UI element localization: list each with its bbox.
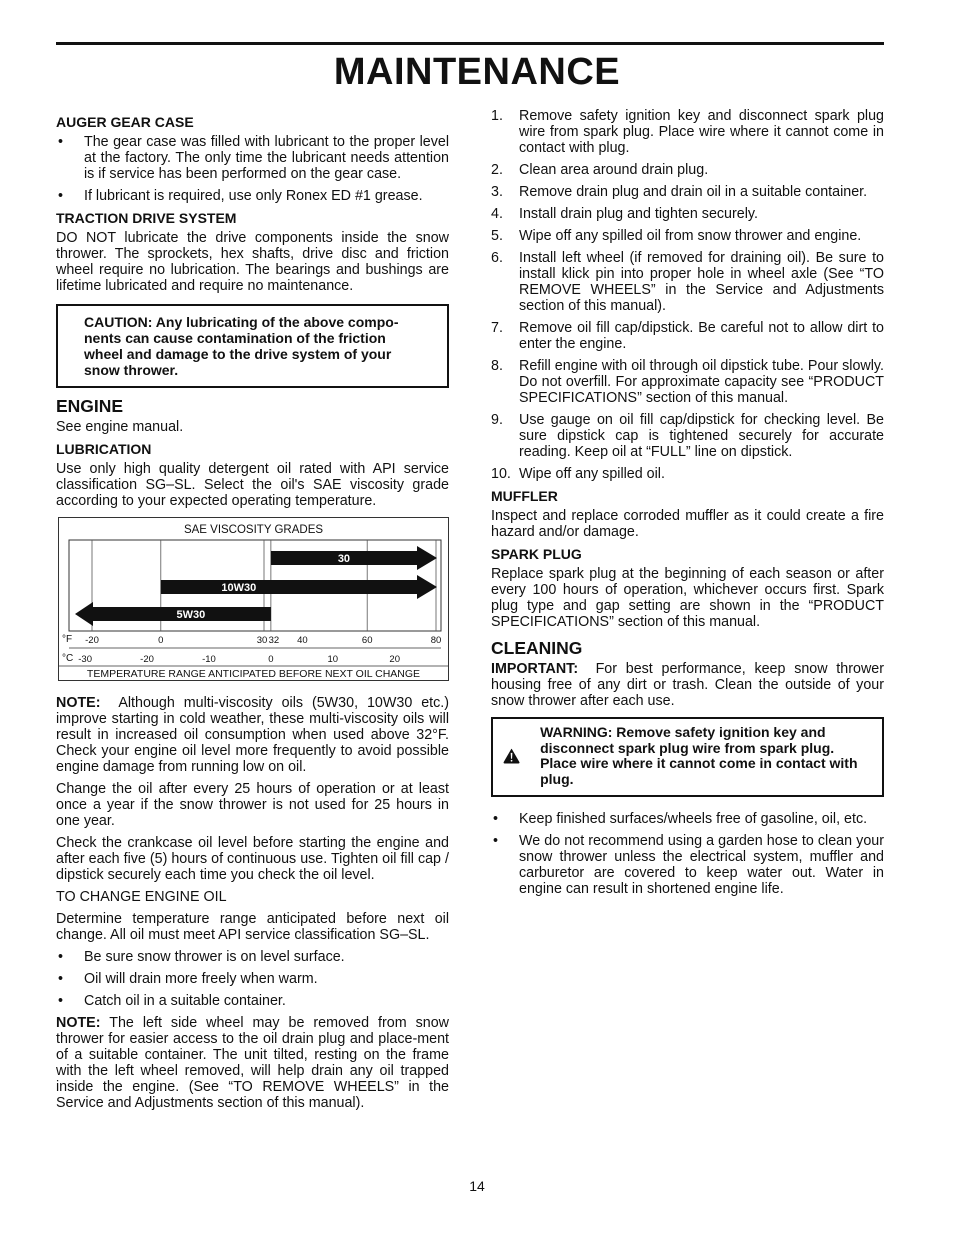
step-number: 2. bbox=[491, 162, 503, 178]
note2-paragraph bbox=[56, 1015, 449, 1111]
chart-c-tick: -10 bbox=[202, 654, 216, 665]
oil-check-interval: Check the crankcase oil level before starting the engine and after each five (5) hours of continuous use. Tighten oil fill cap / dipstick securely each time you check the oil level. bbox=[56, 835, 449, 883]
note1-label: NOTE: bbox=[56, 695, 101, 711]
warning-box bbox=[491, 717, 884, 797]
chart-f-tick: 0 bbox=[158, 635, 164, 646]
chart-bar-label: 5W30 bbox=[176, 609, 206, 621]
chart-c-tick: -30 bbox=[78, 654, 92, 665]
note2-text: The left side wheel may be removed from snow thrower for easier access to the oil drain plug and place-ment of a suitable container. The unit tilted, resting on the frame with the left wheel removed, will help drain any oil trapped inside the engine. (See “TO REMOVE WHEELS” in the Service and Adjustments section of this manual). bbox=[56, 1015, 450, 1111]
chart-x-label: TEMPERATURE RANGE ANTICIPATED BEFORE NEXT OIL CHANGE bbox=[86, 668, 421, 680]
step-item bbox=[491, 412, 884, 460]
chart-bar-10w30 bbox=[161, 575, 437, 599]
chart-c-tick: -20 bbox=[140, 654, 154, 665]
step-item bbox=[491, 162, 884, 178]
auger-heading: AUGER GEAR CASE bbox=[56, 114, 194, 130]
chart-f-tick: 30 bbox=[256, 635, 268, 646]
note1-text: Although multi-viscosity oils (5W30, 10W30 etc.) improve starting in cold weather, these multi-viscosity oils will result in increased oil consumption when used above 32°F. Check your engine oil level more frequently to avoid possible engine damage from running low on oil. bbox=[56, 695, 450, 775]
note2-label: NOTE: bbox=[56, 1015, 101, 1031]
step-text: Remove drain plug and drain oil in a suitable container. bbox=[519, 184, 868, 200]
traction-heading: TRACTION DRIVE SYSTEM bbox=[56, 210, 237, 226]
step-text: Wipe off any spilled oil. bbox=[519, 466, 665, 482]
viscosity-chart bbox=[58, 517, 449, 681]
step-number: 8. bbox=[491, 358, 503, 374]
lubrication-text: Use only high quality detergent oil rated with API service classification SG–SL. Select the oil's SAE viscosity grade according to your expected operating temperature. bbox=[56, 461, 449, 509]
muffler-heading: MUFFLER bbox=[491, 488, 558, 504]
chart-c-tick: 10 bbox=[327, 654, 339, 665]
page-title: MAINTENANCE bbox=[333, 51, 621, 93]
muffler-text: Inspect and replace corroded muffler as it could create a fire hazard and/or damage. bbox=[491, 508, 884, 540]
cleaning-bullet: • We do not recommend using a garden hose to clean your snow thrower unless the electrical system, muffler and carburetor are covered to keep water out. Water in engine can result in shortened engine life. bbox=[491, 833, 884, 897]
step-number: 7. bbox=[491, 320, 503, 336]
chart-f-tick: 40 bbox=[297, 635, 308, 646]
step-text: Install drain plug and tighten securely. bbox=[519, 206, 758, 222]
step-number: 3. bbox=[491, 184, 503, 200]
chart-bar-30 bbox=[271, 546, 437, 570]
warning-text: WARNING: Remove safety ignition key and disconnect spark plug wire from spark plug. Place wire where it cannot come in contact with plug. bbox=[540, 724, 858, 787]
step-text: Clean area around drain plug. bbox=[519, 162, 709, 178]
step-text: Refill engine with oil through oil dipstick tube. Pour slowly. Do not overfill. For approximate capacity see “PRODUCT SPECIFICATIONS” section of this manual. bbox=[519, 358, 884, 406]
step-number: 4. bbox=[491, 206, 503, 222]
step-text: Install left wheel (if removed for draining oil). Be sure to install klick pin into proper hole in wheel axle (See “TO REMOVE WHEELS” in the Service and Adjustments section of this manual). bbox=[519, 250, 884, 314]
chart-f-unit: °F bbox=[62, 634, 73, 645]
viscosity-chart-svg bbox=[59, 518, 448, 680]
step-text: Remove safety ignition key and disconnect spark plug wire from spark plug. Place wire where it cannot come in contact with plug. bbox=[519, 108, 884, 156]
cleaning-bullet: • Keep finished surfaces/wheels free of gasoline, oil, etc. bbox=[491, 811, 884, 827]
important-text: For best performance, keep snow thrower housing free of any dirt or trash. Clean the outside of your snow thrower after each use. bbox=[491, 661, 884, 709]
spark-plug-text: Replace spark plug at the beginning of each season or after every 100 hours of operation, whichever occurs first. Spark plug type and gap setting are shown in the “PRODUCT SPECIFICATIONS” section of this manual. bbox=[491, 566, 884, 630]
change-oil-bullet: • Catch oil in a suitable container. bbox=[56, 993, 449, 1009]
step-item bbox=[491, 108, 884, 156]
step-item bbox=[491, 228, 884, 244]
step-number: 1. bbox=[491, 108, 503, 124]
step-number: 6. bbox=[491, 250, 503, 266]
chart-bar-label: 10W30 bbox=[221, 582, 257, 594]
change-oil-bullet: • Oil will drain more freely when warm. bbox=[56, 971, 449, 987]
chart-f-tick: 32 bbox=[268, 635, 280, 646]
cleaning-heading: CLEANING bbox=[491, 638, 583, 658]
step-item bbox=[491, 466, 884, 482]
note1-paragraph bbox=[56, 695, 449, 775]
page-number: 14 bbox=[469, 1178, 485, 1194]
chart-c-tick: 20 bbox=[389, 654, 401, 665]
chart-bar-5w30 bbox=[75, 602, 271, 626]
auger-list bbox=[56, 134, 449, 204]
caution-box: CAUTION: Any lubricating of the above compo-nents can cause contamination of the friction wheel and damage to the drive system of your snow thrower. bbox=[56, 304, 449, 388]
step-number: 9. bbox=[491, 412, 503, 428]
step-number: 10. bbox=[491, 466, 511, 482]
left-column bbox=[56, 108, 449, 1117]
warning-triangle-icon bbox=[503, 733, 520, 779]
step-number: 5. bbox=[491, 228, 503, 244]
change-oil-list bbox=[56, 949, 449, 1009]
step-text: Use gauge on oil fill cap/dipstick for checking level. Be sure dipstick cap is tightened securely for accurate reading. Keep oil at “FULL” line on dipstick. bbox=[519, 412, 884, 460]
step-text: Wipe off any spilled oil from snow thrower and engine. bbox=[519, 228, 862, 244]
change-oil-heading: TO CHANGE ENGINE OIL bbox=[56, 889, 227, 905]
step-item bbox=[491, 358, 884, 406]
step-item bbox=[491, 320, 884, 352]
step-item bbox=[491, 250, 884, 314]
step-item bbox=[491, 206, 884, 222]
chart-bar-label: 30 bbox=[337, 553, 351, 565]
chart-title: SAE VISCOSITY GRADES bbox=[183, 524, 324, 536]
cleaning-list bbox=[491, 811, 884, 897]
auger-bullet: • The gear case was filled with lubricant to the proper level at the factory. The only time the lubricant needs attention is if service has been performed on the gear case. bbox=[56, 134, 449, 182]
engine-text: See engine manual. bbox=[56, 419, 184, 435]
oil-change-steps bbox=[491, 108, 884, 482]
chart-f-tick: -20 bbox=[85, 635, 99, 646]
engine-heading: ENGINE bbox=[56, 396, 124, 416]
chart-c-tick: 0 bbox=[268, 654, 274, 665]
important-paragraph bbox=[491, 661, 884, 709]
right-column bbox=[491, 108, 884, 903]
header-rule bbox=[56, 42, 884, 45]
lubrication-heading: LUBRICATION bbox=[56, 441, 152, 457]
step-item bbox=[491, 184, 884, 200]
chart-c-unit: °C bbox=[62, 653, 74, 664]
traction-text: DO NOT lubricate the drive components inside the snow thrower. The sprockets, hex shafts, drive disc and friction wheel require no lubrication. The bearings and bushings are lifetime lubricated and require no maintenance. bbox=[56, 230, 449, 294]
oil-change-interval: Change the oil after every 25 hours of operation or at least once a year if the snow thrower is not used for 25 hours in one year. bbox=[56, 781, 449, 829]
important-label: IMPORTANT: bbox=[491, 661, 579, 677]
change-oil-bullet: • Be sure snow thrower is on level surface. bbox=[56, 949, 449, 965]
auger-bullet: • If lubricant is required, use only Ronex ED #1 grease. bbox=[56, 188, 449, 204]
spark-plug-heading: SPARK PLUG bbox=[491, 546, 582, 562]
step-text: Remove oil fill cap/dipstick. Be careful not to allow dirt to enter the engine. bbox=[519, 320, 884, 352]
change-oil-text: Determine temperature range anticipated before next oil change. All oil must meet API service classification SG–SL. bbox=[56, 911, 449, 943]
chart-f-tick: 60 bbox=[361, 635, 373, 646]
chart-f-tick: 80 bbox=[430, 635, 442, 646]
